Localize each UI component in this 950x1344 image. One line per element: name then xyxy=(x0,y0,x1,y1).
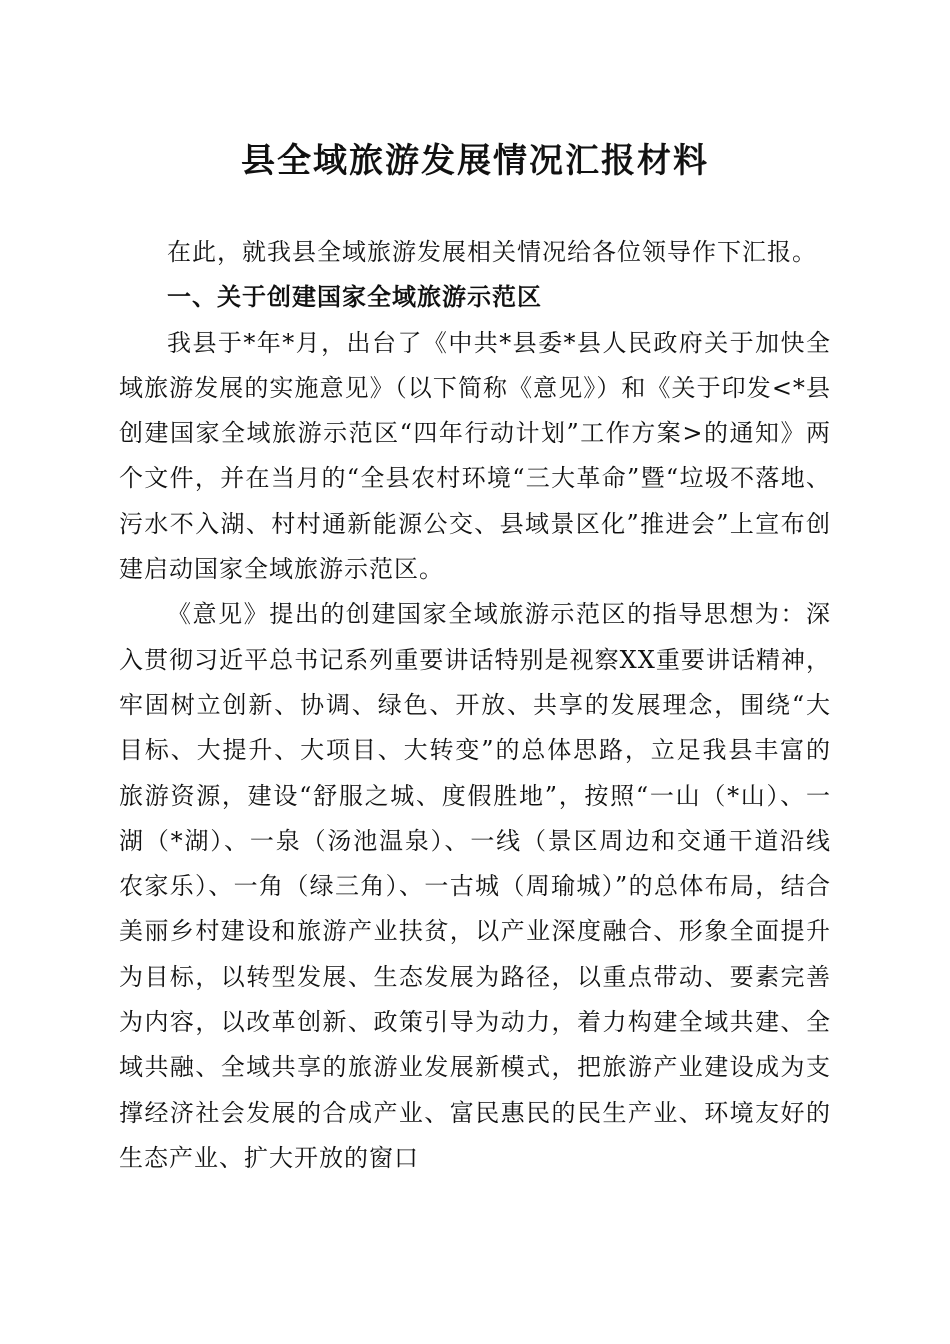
paragraph: 《意见》提出的创建国家全域旅游示范区的指导思想为：深入贯彻习近平总书记系列重要讲话特别是视察XX重要讲话精神，牢固树立创新、协调、绿色、开放、共享的发展理念，围绕“大目标、大提升、大项目、大转变”的总体思路，立足我县丰富的旅游资源，建设“舒服之城、度假胜地”，按照“一山（*山）、一湖（*湖）、一泉（汤池温泉）、一线（景区周边和交通干道沿线农家乐）、一角（绿三角）、一古城（周瑜城）”的总体布局，结合美丽乡村建设和旅游产业扶贫，以产业深度融合、形象全面提升为目标，以转型发展、生态发展为路径，以重点带动、要素完善为内容，以改革创新、政策引导为动力，着力构建全域共建、全域共融、全域共享的旅游业发展新模式，把旅游产业建设成为支撑经济社会发展的合成产业、富民惠民的民生产业、环境友好的生态产业、扩大开放的窗口 xyxy=(119,600,831,1172)
document-body xyxy=(119,230,831,1181)
document-title: 县全域旅游发展情况汇报材料 xyxy=(241,141,709,181)
paragraph: 我县于*年*月，出台了《中共*县委*县人民政府关于加快全域旅游发展的实施意见》（以下简称《意见》）和《关于印发<*县创建国家全域旅游示范区“四年行动计划”工作方案>的通知》两个文件，并在当月的“全县农村环境“三大革命”暨“垃圾不落地、污水不入湖、村村通新能源公交、县域景区化”推进会”上宣布创建启动国家全域旅游示范区。 xyxy=(119,328,831,584)
section-heading: 一、关于创建国家全域旅游示范区 xyxy=(167,283,542,312)
intro-paragraph: 在此，就我县全域旅游发展相关情况给各位领导作下汇报。 xyxy=(167,238,817,266)
